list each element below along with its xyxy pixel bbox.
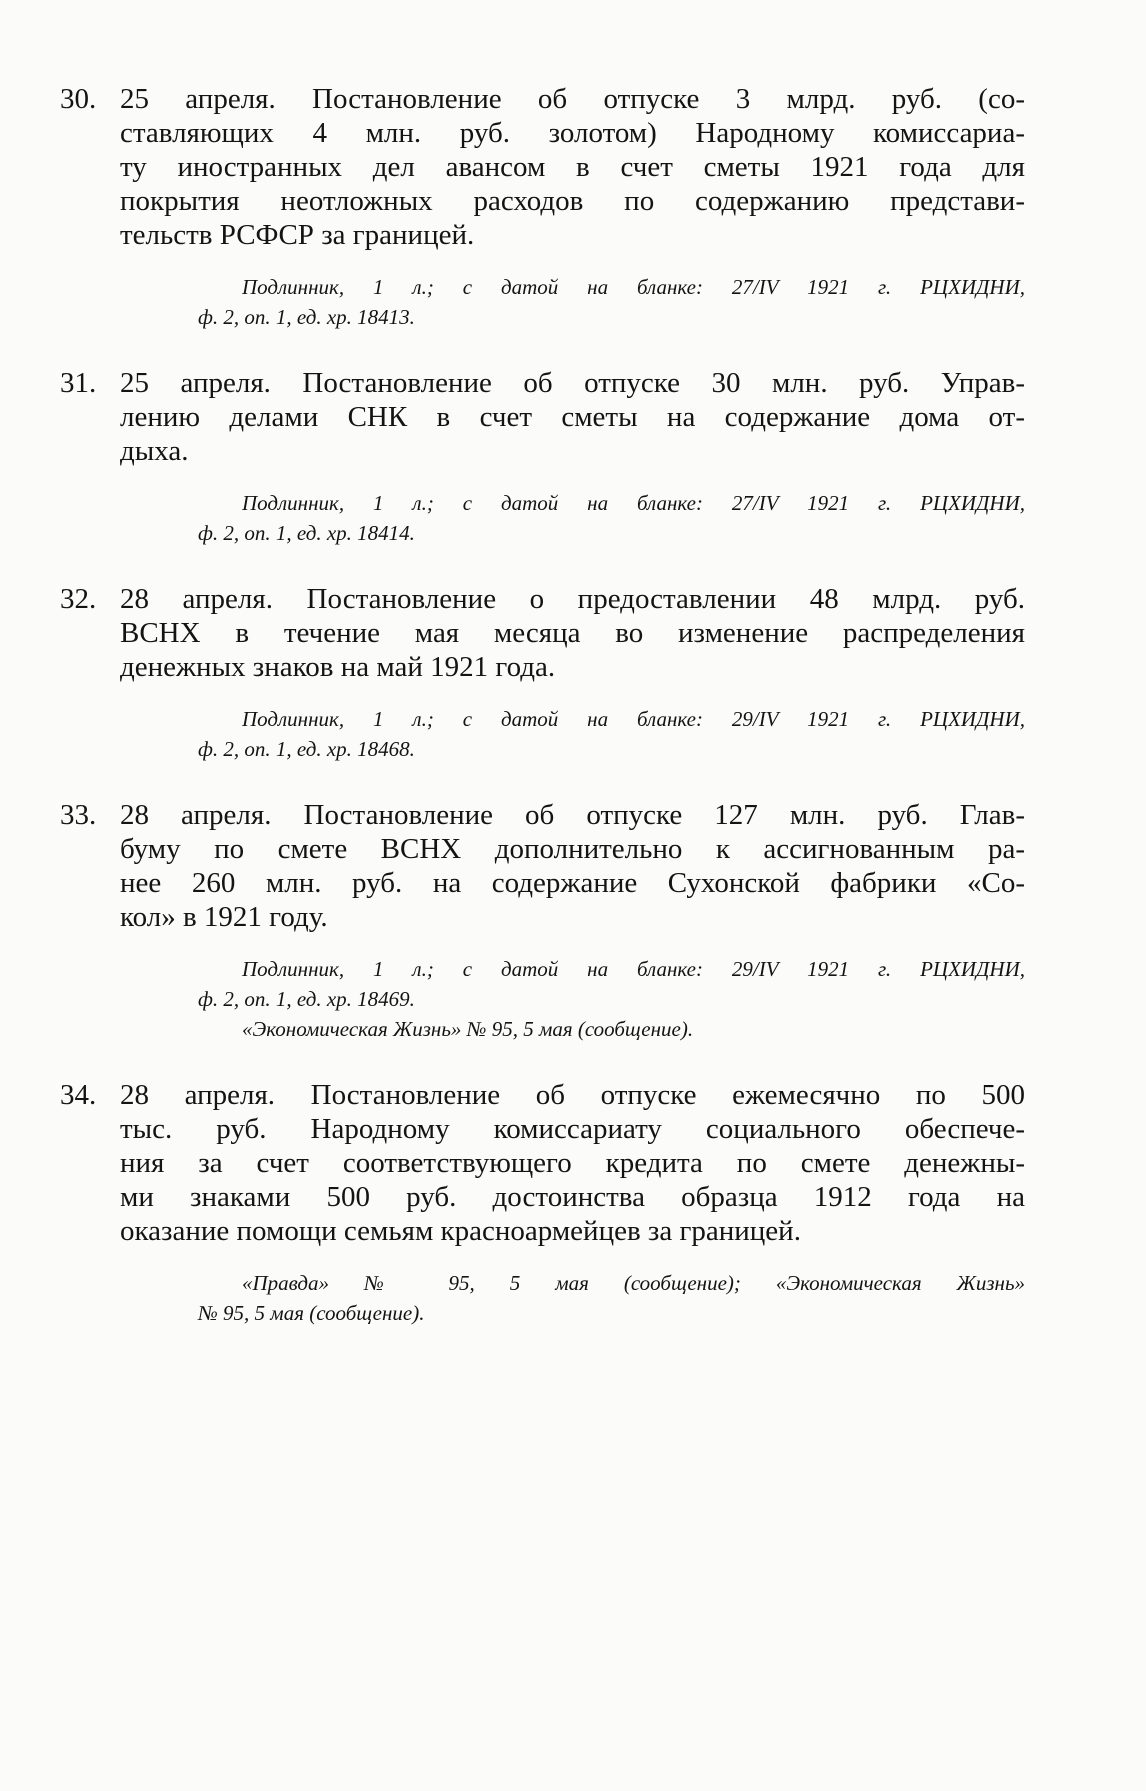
entry-line: буму по смете ВСНХ дополнительно к ассигнованным ра-: [120, 833, 1025, 865]
entry-33: [60, 798, 1025, 1044]
entry-31: [60, 366, 1025, 548]
entry-text: [120, 366, 1025, 468]
entry-number: 31.: [60, 367, 97, 399]
source-note: [198, 488, 1025, 548]
entry-line: лению делами СНК в счет сметы на содержание дома от-: [120, 401, 1025, 433]
entry-line: 25 апреля. Постановление об отпуске 3 млрд. руб. (со-: [120, 83, 1025, 115]
entry-line: дыха.: [120, 435, 189, 467]
entry-line: денежных знаков на май 1921 года.: [120, 651, 556, 683]
entry-text: [120, 798, 1025, 934]
entry-line: тыс. руб. Народному комиссариату социального обеспече-: [120, 1113, 1025, 1145]
entry-line: 25 апреля. Постановление об отпуске 30 млн. руб. Управ-: [120, 367, 1025, 399]
entry-number: 30.: [60, 83, 97, 115]
entry-line: 28 апреля. Постановление об отпуске 127 млн. руб. Глав-: [120, 799, 1025, 831]
entry-line: кол» в 1921 году.: [120, 901, 328, 933]
source-line: № 95, 5 мая (сообщение).: [198, 1301, 425, 1325]
source-line: «Правда» № 95, 5 мая (сообщение); «Экономическая Жизнь»: [242, 1271, 1025, 1295]
entry-line: тельств РСФСР за границей.: [120, 219, 475, 251]
entry-line: ния за счет соответствующего кредита по смете денежны-: [120, 1147, 1025, 1179]
entry-line: оказание помощи семьям красноармейцев за границей.: [120, 1215, 801, 1247]
entry-number: 32.: [60, 583, 97, 615]
source-note: [198, 704, 1025, 764]
source-line: ф. 2, оп. 1, ед. хр. 18469.: [198, 987, 415, 1011]
source-line: Подлинник, 1 л.; с датой на бланке: 27/IV 1921 г. РЦХИДНИ,: [242, 275, 1025, 299]
entry-line: 28 апреля. Постановление об отпуске ежемесячно по 500: [120, 1079, 1025, 1111]
source-note: [198, 1268, 1025, 1328]
entry-34: [60, 1078, 1025, 1328]
chronicle-entries: [60, 82, 1025, 1362]
entry-text: [120, 1078, 1025, 1248]
entry-number: 34.: [60, 1079, 97, 1111]
entry-number: 33.: [60, 799, 97, 831]
source-line: Подлинник, 1 л.; с датой на бланке: 27/IV 1921 г. РЦХИДНИ,: [242, 491, 1025, 515]
entry-line: ту иностранных дел авансом в счет сметы 1921 года для: [120, 151, 1025, 183]
entry-line: покрытия неотложных расходов по содержанию представи-: [120, 185, 1025, 217]
entry-line: нее 260 млн. руб. на содержание Сухонской фабрики «Со-: [120, 867, 1025, 899]
entry-line: ставляющих 4 млн. руб. золотом) Народному комиссариа-: [120, 117, 1025, 149]
entry-line: 28 апреля. Постановление о предоставлении 48 млрд. руб.: [120, 583, 1025, 615]
source-line: ф. 2, оп. 1, ед. хр. 18413.: [198, 305, 415, 329]
entry-text: [120, 582, 1025, 684]
source-note: [198, 954, 1025, 1044]
entry-line: ВСНХ в течение мая месяца во изменение распределения: [120, 617, 1025, 649]
entry-32: [60, 582, 1025, 764]
source-line: Подлинник, 1 л.; с датой на бланке: 29/IV 1921 г. РЦХИДНИ,: [242, 957, 1025, 981]
source-extra-line: «Экономическая Жизнь» № 95, 5 мая (сообщение).: [242, 1017, 694, 1041]
source-line: ф. 2, оп. 1, ед. хр. 18414.: [198, 521, 415, 545]
source-line: ф. 2, оп. 1, ед. хр. 18468.: [198, 737, 415, 761]
entry-line: ми знаками 500 руб. достоинства образца 1912 года на: [120, 1181, 1025, 1213]
entry-text: [120, 82, 1025, 252]
source-note: [198, 272, 1025, 332]
entry-30: [60, 82, 1025, 332]
source-line: Подлинник, 1 л.; с датой на бланке: 29/IV 1921 г. РЦХИДНИ,: [242, 707, 1025, 731]
